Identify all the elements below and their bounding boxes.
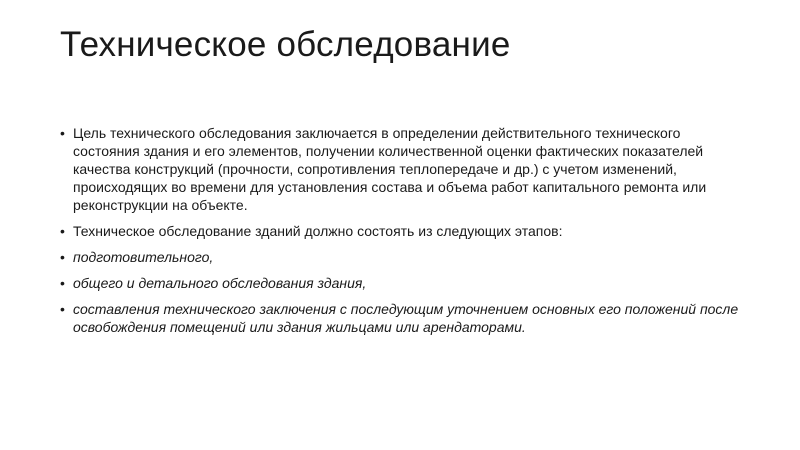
bullet-marker: • [60, 275, 65, 291]
bullet-text: Цель технического обследования заключается в определении действительного технического состояния здания и его элементов, получении количественной оценки фактических показателей качества конструкций (прочности, сопротивления теплопередаче и др.) с учетом изменений, происходящих во времени для установления состава и объема работ капитального ремонта или реконструкции на объекте. [73, 125, 707, 213]
bullet-stages-intro [60, 222, 740, 240]
bullet-marker: • [60, 223, 65, 239]
bullet-text: общего и детального обследования здания, [73, 275, 367, 291]
bullet-text: составления технического заключения с последующим уточнением основных его положений после освобождения помещений или здания жильцами или арендаторами. [73, 301, 739, 335]
bullet-stage-conclusion [60, 300, 740, 336]
bullet-marker: • [60, 125, 65, 141]
bullet-marker: • [60, 249, 65, 265]
bullet-text: Техническое обследование зданий должно состоять из следующих этапов: [73, 223, 563, 239]
bullet-marker: • [60, 301, 65, 317]
slide-title: Техническое обследование [60, 25, 511, 64]
bullet-goal [60, 124, 740, 214]
bullet-stage-inspection [60, 274, 740, 292]
bullet-list [60, 124, 740, 344]
bullet-stage-preparatory [60, 248, 740, 266]
bullet-text: подготовительного, [73, 249, 214, 265]
